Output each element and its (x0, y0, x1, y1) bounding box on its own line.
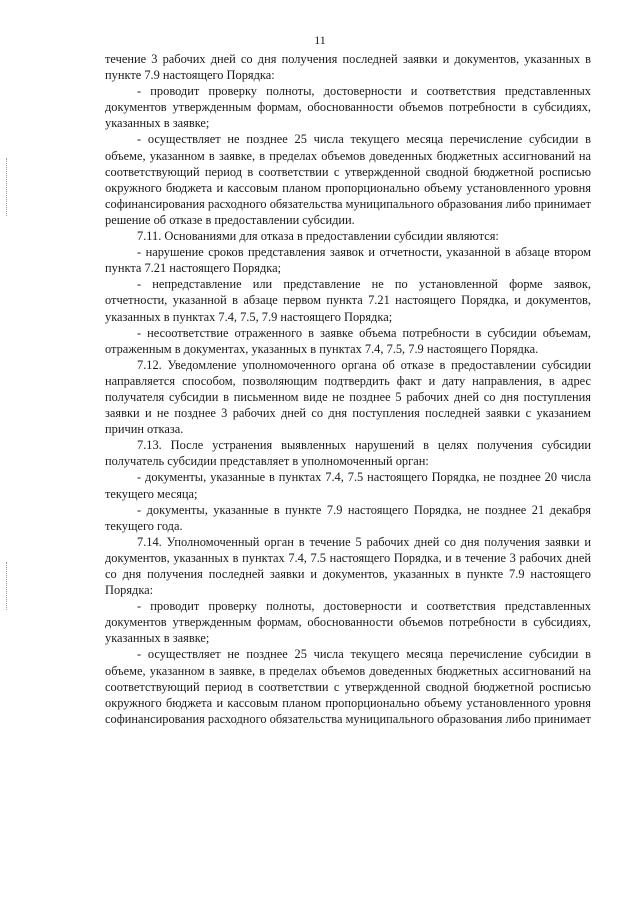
paragraph: - проводит проверку полноты, достоверности и соответствия представленных документов утвержденным формам, обоснованности объемов потребности в субсидиях, указанных в заявке; (105, 84, 591, 131)
paragraph: - документы, указанные в пункте 7.9 настоящего Порядка, не позднее 21 декабря текущего года. (105, 502, 591, 533)
paragraph: - проводит проверку полноты, достоверности и соответствия представленных документов утвержденным формам, обоснованности объемов потребности в субсидиях, указанных в заявке; (105, 599, 591, 646)
margin-scan-mark (6, 562, 8, 610)
margin-scan-mark (6, 158, 8, 216)
paragraph: - непредставление или представление не по установленной форме заявок, отчетности, указанной в абзаце первом пункта 7.21 настоящего Порядка, и документов, указанных в пунктах 7.4, 7.5, 7.9 настоящего Порядка; (105, 277, 591, 324)
paragraph: - документы, указанные в пунктах 7.4, 7.5 настоящего Порядка, не позднее 20 числа текущего месяца; (105, 470, 591, 501)
page-number: 11 (314, 33, 326, 47)
paragraph: - нарушение сроков представления заявок и отчетности, указанной в абзаце втором пункта 7.21 настоящего Порядка; (105, 245, 591, 276)
paragraph: - несоответствие отраженного в заявке объема потребности в субсидии объемам, отраженным в документах, указанных в пунктах 7.4, 7.5, 7.9 настоящего Порядка. (105, 325, 591, 356)
paragraph: - осуществляет не позднее 25 числа текущего месяца перечисление субсидии в объеме, указанном в заявке, в пределах объемов доведенных бюджетных ассигнований на соответствующий период в соответствии с утвержденной сводной бюджетной росписью окружного бюджета и кассовым планом пропорционально объему установленного уровня софинансирования расходного обязательства муниципального образования либо принимает решение об отказе в предоставлении субсидии. (105, 132, 591, 227)
paragraph: - осуществляет не позднее 25 числа текущего месяца перечисление субсидии в объеме, указанном в заявке, в пределах объемов доведенных бюджетных ассигнований на соответствующий период в соответствии с утвержденной сводной бюджетной росписью окружного бюджета и кассовым планом пропорционально объему установленного уровня софинансирования расходного обязательства муниципального образования либо принимает (105, 647, 591, 726)
section-7-14: 7.14. Уполномоченный орган в течение 5 рабочих дней со дня получения заявки и документов, указанных в пунктах 7.4, 7.5 настоящего Порядка, и в течение 3 рабочих дней со дня получения последней заявки и документов, указанных в пункте 7.9 настоящего Порядка: (105, 534, 591, 598)
section-7-13: 7.13. После устранения выявленных нарушений в целях получения субсидии получатель субсидии представляет в уполномоченный орган: (105, 438, 591, 469)
section-7-12: 7.12. Уведомление уполномоченного органа об отказе в предоставлении субсидии направляется способом, позволяющим подтвердить факт и дату направления, в адрес получателя субсидии в письменном виде не позднее 5 рабочих дней со дня поступления заявки и не позднее 3 рабочих дней со дня поступления последней заявки с указанием причин отказа. (105, 357, 591, 437)
document-body (105, 51, 591, 727)
section-7-11-heading: 7.11. Основаниями для отказа в предоставлении субсидии являются: (137, 229, 499, 244)
paragraph: течение 3 рабочих дней со дня получения последней заявки и документов, указанных в пункте 7.9 настоящего Порядка: (105, 52, 591, 83)
